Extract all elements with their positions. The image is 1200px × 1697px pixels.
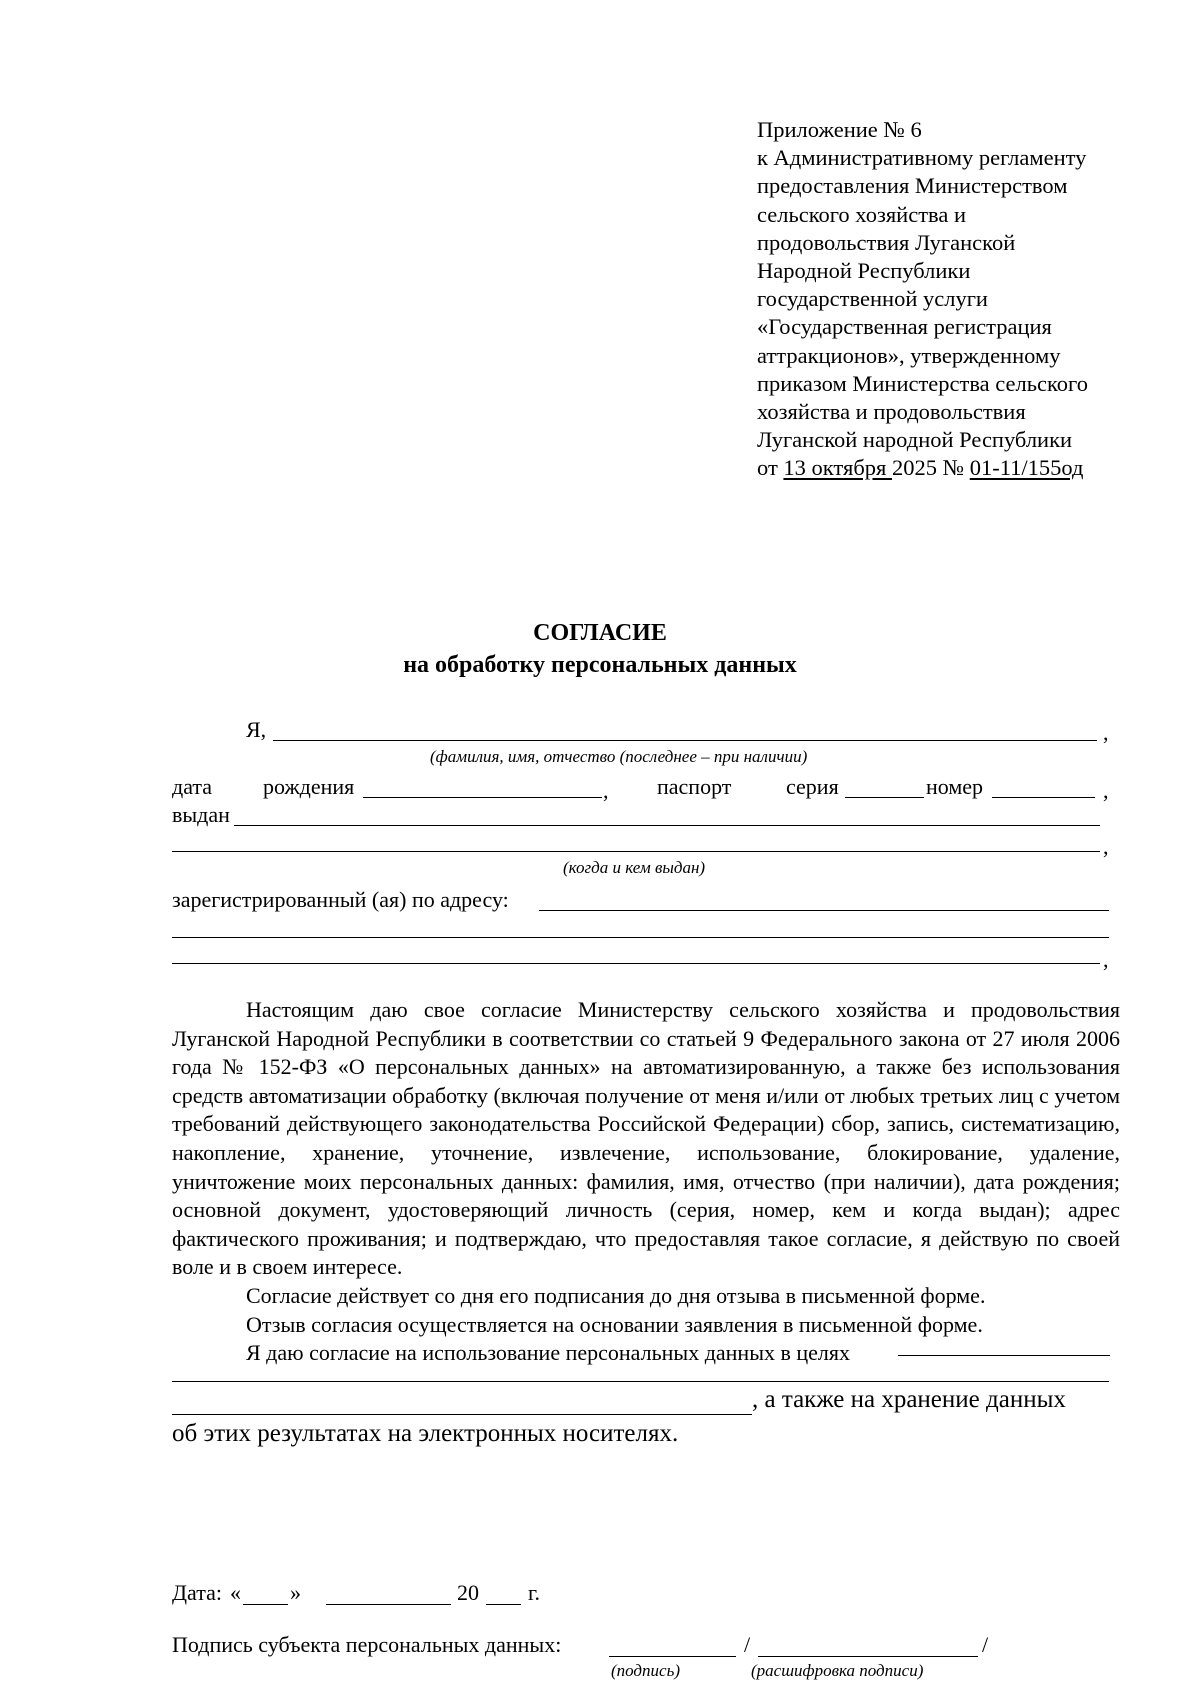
signature-caption: (подпись) xyxy=(611,1661,680,1680)
appendix-header xyxy=(757,116,1177,483)
address-field-line-2[interactable] xyxy=(172,937,1109,938)
issued-field[interactable] xyxy=(234,825,1100,826)
quote-open: « xyxy=(230,1580,241,1605)
appendix-date-line xyxy=(757,454,1177,482)
issued-label: выдан xyxy=(172,802,230,827)
address-field-line-3[interactable] xyxy=(172,963,1100,964)
series-label: серия xyxy=(786,774,839,799)
appendix-line: сельского хозяйства и xyxy=(757,201,967,227)
issued-comma: , xyxy=(1103,834,1109,859)
quote-close: » xyxy=(290,1580,301,1605)
appendix-line: хозяйства и продовольствия xyxy=(757,399,1026,425)
address-field[interactable] xyxy=(539,910,1109,911)
passport-series-field[interactable] xyxy=(845,797,924,798)
fio-caption: (фамилия, имя, отчество (последнее – при наличии) xyxy=(430,747,808,766)
year-suffix: г. xyxy=(528,1580,541,1605)
appendix-line: продовольствия Луганской xyxy=(757,229,1016,255)
century-label: 20 xyxy=(457,1580,479,1605)
appendix-line: приказом Министерства сельского xyxy=(757,370,1088,396)
birth-comma: , xyxy=(603,778,609,803)
signature-slash-end: / xyxy=(982,1632,989,1657)
fio-field[interactable] xyxy=(273,740,1097,741)
appendix-line: Приложение № 6 xyxy=(757,117,922,142)
appendix-line: «Государственная регистрация xyxy=(757,314,1052,340)
document-subtitle: на обработку персональных данных xyxy=(403,652,797,678)
fio-comma: , xyxy=(1103,720,1109,745)
appendix-line: к Административному регламенту xyxy=(757,145,1087,171)
purpose-field-line-3[interactable] xyxy=(172,1414,752,1415)
issued-field-continued[interactable] xyxy=(172,851,1100,852)
consent-revocation: Отзыв согласия осуществляется на основании заявления в письменной форме. xyxy=(246,1311,983,1337)
document-title: СОГЛАСИЕ xyxy=(533,620,667,646)
number-sign: № xyxy=(937,455,970,481)
birth-label: рождения xyxy=(263,774,355,799)
date-prefix: от xyxy=(757,455,784,481)
address-comma: , xyxy=(1103,947,1109,972)
storage-text: , а также на хранение данных xyxy=(752,1386,1066,1413)
year-field[interactable] xyxy=(486,1604,521,1605)
passport-label: паспорт xyxy=(657,774,732,799)
address-label: зарегистрированный (ая) по адресу: xyxy=(172,887,509,912)
signature-slash: / xyxy=(744,1632,751,1657)
consent-purpose-label: Я даю согласие на использование персональных данных в целях xyxy=(246,1340,851,1366)
storage-text-end: об этих результатах на электронных носителях. xyxy=(172,1420,679,1447)
consent-text xyxy=(172,996,1120,1368)
signature-field[interactable] xyxy=(609,1656,736,1657)
appendix-line: Народной Республики xyxy=(757,258,971,284)
number-label: номер xyxy=(926,774,984,799)
month-field[interactable] xyxy=(326,1604,451,1605)
order-date: 13 октября xyxy=(783,455,892,481)
order-year: 2025 xyxy=(892,455,937,481)
appendix-line: Луганской народной Республики xyxy=(757,427,1073,453)
signature-decode-field[interactable] xyxy=(758,1656,978,1657)
appendix-line: предоставления Министерством xyxy=(757,173,1068,199)
passport-number-field[interactable] xyxy=(992,797,1095,798)
appendix-line: государственной услуги xyxy=(757,286,988,312)
purpose-field-line-2[interactable] xyxy=(172,1381,1109,1382)
date-row-label: Дата: xyxy=(172,1580,222,1605)
issued-caption: (когда и кем выдан) xyxy=(563,858,706,877)
date-label: дата xyxy=(172,774,213,799)
consent-body: Настоящим даю свое согласие Министерству сельского хозяйства и продовольствия Луганской Народной Республики в соответствии со статьей 9 Федерального закона от 27 июля 2006 года № 152-ФЗ «О персональных данных» на автоматизированную, а также без использования средств автоматизации обработку (включая получение от меня и/или от любых третьих лиц с учетом требований действующего законодательства Российской Федерации) сбор, запись, систематизацию, накопление, хранение, уточнение, извлечение, использование, блокирование, удаление, уничтожение моих персональных данных: фамилия, имя, отчество (при наличии), дата рождения; основной документ, удостоверяющий личность (серия, номер, кем и когда выдан); адрес фактического проживания; и подтверждаю, что предоставляя такое согласие, я действую по своей воле и в своем интересе. xyxy=(172,997,1120,1280)
day-field[interactable] xyxy=(243,1604,288,1605)
appendix-line: аттракционов», утвержденному xyxy=(757,342,1061,368)
order-number: 01-11/155од xyxy=(969,455,1084,481)
consent-validity: Согласие действует со дня его подписания до дня отзыва в письменной форме. xyxy=(246,1282,986,1308)
signature-label: Подпись субъекта персональных данных: xyxy=(172,1632,562,1657)
passport-comma: , xyxy=(1103,778,1109,803)
purpose-field[interactable] xyxy=(898,1355,1110,1356)
ya-label: Я, xyxy=(246,717,267,742)
birth-date-field[interactable] xyxy=(363,797,602,798)
decode-caption: (расшифровка подписи) xyxy=(751,1661,924,1680)
